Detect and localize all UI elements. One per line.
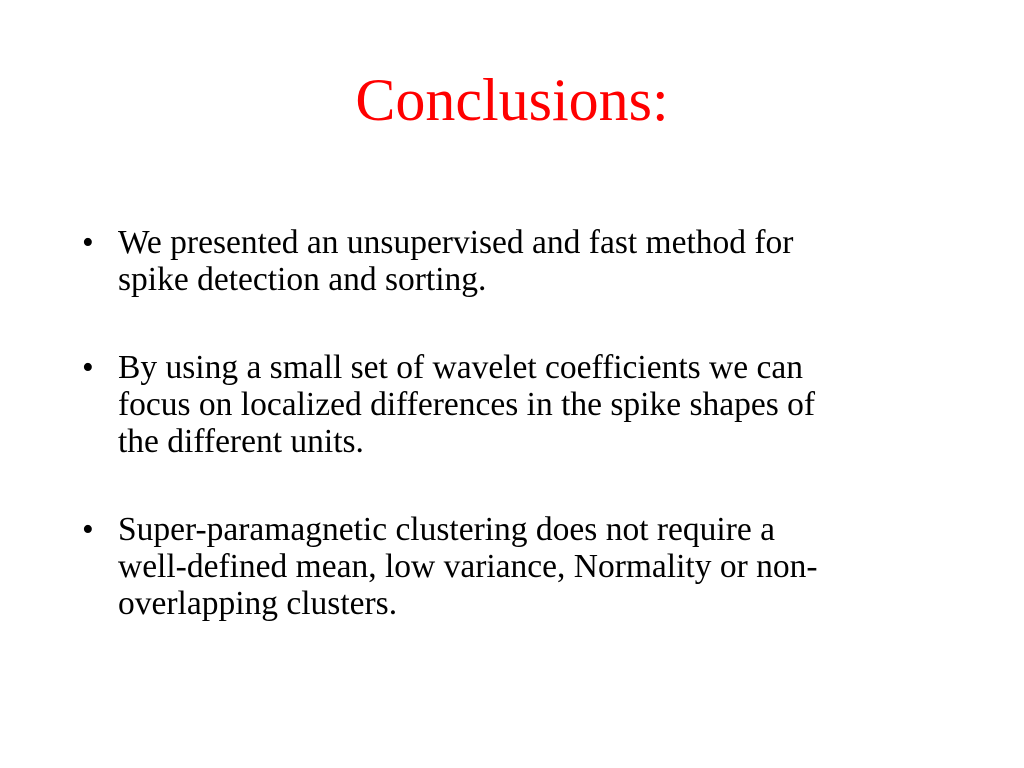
bullet-list	[82, 224, 962, 673]
bullet-line: overlapping clusters.	[118, 585, 398, 622]
bullet-line: Super-paramagnetic clustering does not require a	[118, 511, 775, 548]
bullet-icon: •	[82, 224, 94, 261]
bullet-line: focus on localized differences in the spike shapes of	[118, 386, 816, 423]
bullet-line: the different units.	[118, 423, 364, 460]
bullet-line: well-defined mean, low variance, Normality or non-	[118, 548, 818, 585]
bullet-item	[82, 511, 962, 622]
slide-title: Conclusions:	[355, 67, 669, 133]
bullet-icon: •	[82, 349, 94, 386]
bullet-line: By using a small set of wavelet coefficients we can	[118, 349, 803, 386]
bullet-line: spike detection and sorting.	[118, 261, 487, 298]
bullet-icon: •	[82, 511, 94, 548]
bullet-item	[82, 224, 962, 298]
bullet-line: We presented an unsupervised and fast method for	[118, 224, 794, 261]
bullet-item	[82, 349, 962, 460]
